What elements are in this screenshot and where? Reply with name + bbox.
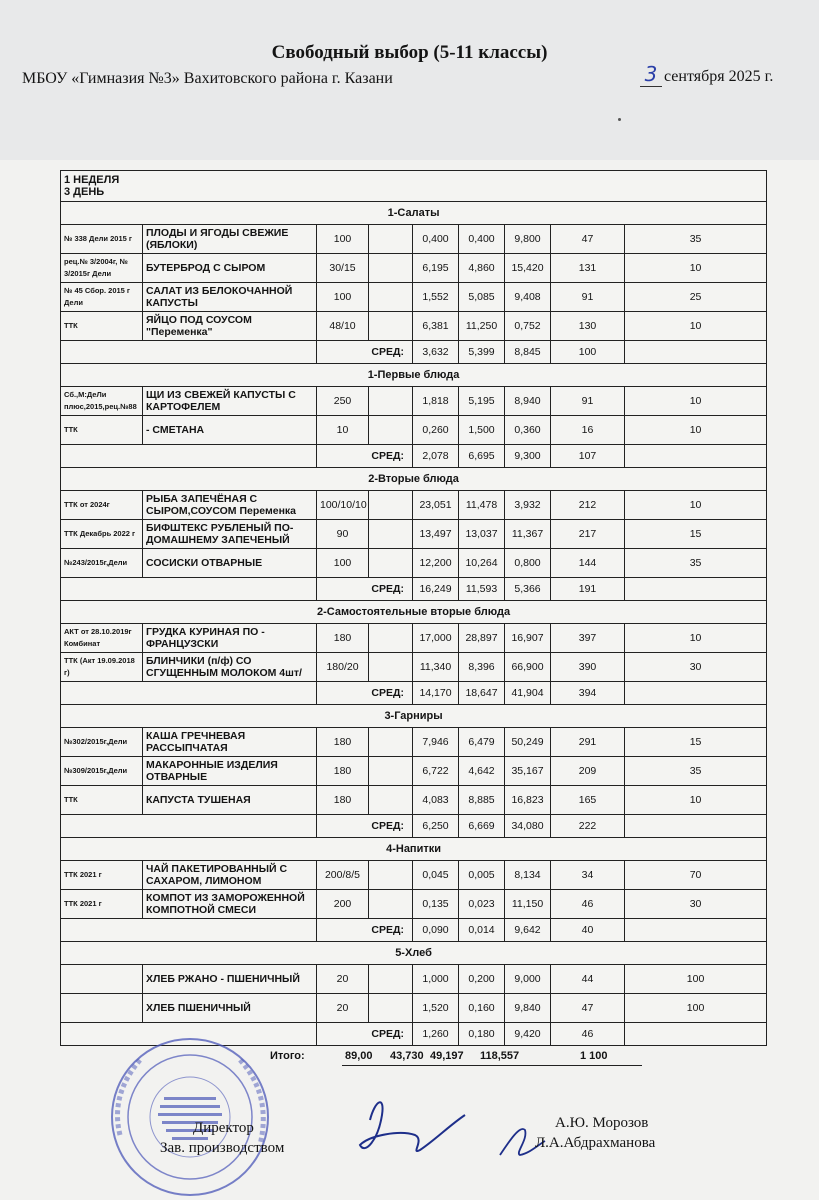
director-name: А.Ю. Морозов xyxy=(555,1115,649,1131)
kcal: 47 xyxy=(551,994,625,1023)
recipe-ref: Сб.,М:ДеЛи плюс,2015,рец.№88 xyxy=(61,387,143,416)
price: 30 xyxy=(625,653,767,682)
recipe-ref: №309/2015г,Дели xyxy=(61,757,143,786)
recipe-ref: рец.№ 3/2004г, № 3/2015г Дели xyxy=(61,254,143,283)
dish-name: ЯЙЦО ПОД СОУСОМ "Переменка" xyxy=(143,312,317,341)
kcal: 34 xyxy=(551,861,625,890)
table-row xyxy=(61,728,767,757)
dish-name: БЛИНЧИКИ (п/ф) СО СГУЩЕННЫМ МОЛОКОМ 4шт/ xyxy=(143,653,317,682)
portion: 30/15 xyxy=(317,254,369,283)
avg-fat: 5,399 xyxy=(459,341,505,364)
paper-speck xyxy=(618,118,621,121)
avg-label: СРЕД: xyxy=(317,578,413,601)
carbs: 11,150 xyxy=(505,890,551,919)
avg-protein: 16,249 xyxy=(413,578,459,601)
avg-kcal: 394 xyxy=(551,682,625,705)
avg-fat: 0,014 xyxy=(459,919,505,942)
table-row xyxy=(61,965,767,994)
section-title: 4-Напитки xyxy=(61,838,767,861)
portion: 200/8/5 xyxy=(317,861,369,890)
avg-blank-end xyxy=(625,578,767,601)
dish-name: ХЛЕБ РЖАНО - ПШЕНИЧНЫЙ xyxy=(143,965,317,994)
avg-fat: 11,593 xyxy=(459,578,505,601)
protein: 0,260 xyxy=(413,416,459,445)
protein: 17,000 xyxy=(413,624,459,653)
protein: 12,200 xyxy=(413,549,459,578)
kcal: 390 xyxy=(551,653,625,682)
price: 10 xyxy=(625,387,767,416)
recipe-ref: ТТК 2021 г xyxy=(61,890,143,919)
table-row xyxy=(61,653,767,682)
fat: 1,500 xyxy=(459,416,505,445)
protein: 0,045 xyxy=(413,861,459,890)
avg-blank-end xyxy=(625,445,767,468)
price: 10 xyxy=(625,491,767,520)
protein: 0,135 xyxy=(413,890,459,919)
protein: 1,000 xyxy=(413,965,459,994)
avg-label: СРЕД: xyxy=(317,682,413,705)
fat: 0,200 xyxy=(459,965,505,994)
section-title: 1-Салаты xyxy=(61,202,767,225)
table-row xyxy=(61,861,767,890)
portion: 250 xyxy=(317,387,369,416)
carbs: 11,367 xyxy=(505,520,551,549)
price-cell xyxy=(369,786,413,815)
fat: 13,037 xyxy=(459,520,505,549)
section-header xyxy=(61,202,767,225)
price-cell xyxy=(369,254,413,283)
section-title: 3-Гарниры xyxy=(61,705,767,728)
avg-label: СРЕД: xyxy=(317,445,413,468)
avg-blank xyxy=(61,341,317,364)
avg-protein: 3,632 xyxy=(413,341,459,364)
portion: 100 xyxy=(317,283,369,312)
kcal: 212 xyxy=(551,491,625,520)
dish-name: - СМЕТАНА xyxy=(143,416,317,445)
table-row xyxy=(61,225,767,254)
organization-seal xyxy=(100,1035,280,1200)
recipe-ref: ТТК Декабрь 2022 г xyxy=(61,520,143,549)
section-header xyxy=(61,705,767,728)
protein: 6,722 xyxy=(413,757,459,786)
avg-carbs: 9,642 xyxy=(505,919,551,942)
carbs: 3,932 xyxy=(505,491,551,520)
avg-label: СРЕД: xyxy=(317,815,413,838)
protein: 1,520 xyxy=(413,994,459,1023)
week-label: 1 НЕДЕЛЯ xyxy=(64,174,120,186)
avg-kcal: 222 xyxy=(551,815,625,838)
table-row xyxy=(61,387,767,416)
portion: 180/20 xyxy=(317,653,369,682)
dish-name: МАКАРОННЫЕ ИЗДЕЛИЯ ОТВАРНЫЕ xyxy=(143,757,317,786)
portion: 48/10 xyxy=(317,312,369,341)
dish-name: КАПУСТА ТУШЕНАЯ xyxy=(143,786,317,815)
portion: 10 xyxy=(317,416,369,445)
carbs: 9,408 xyxy=(505,283,551,312)
price-cell xyxy=(369,416,413,445)
avg-label: СРЕД: xyxy=(317,919,413,942)
production-role: Зав. производством xyxy=(160,1140,285,1156)
section-header xyxy=(61,364,767,387)
menu-table xyxy=(60,170,767,1046)
avg-label: СРЕД: xyxy=(317,341,413,364)
carbs: 50,249 xyxy=(505,728,551,757)
carbs: 0,360 xyxy=(505,416,551,445)
carbs: 16,823 xyxy=(505,786,551,815)
avg-protein: 2,078 xyxy=(413,445,459,468)
avg-carbs: 34,080 xyxy=(505,815,551,838)
price-cell xyxy=(369,653,413,682)
average-row xyxy=(61,815,767,838)
price: 25 xyxy=(625,283,767,312)
kcal: 217 xyxy=(551,520,625,549)
kcal: 44 xyxy=(551,965,625,994)
price-cell xyxy=(369,283,413,312)
price-cell xyxy=(369,225,413,254)
avg-blank xyxy=(61,919,317,942)
price: 10 xyxy=(625,786,767,815)
director-signature xyxy=(340,1080,480,1170)
protein: 1,818 xyxy=(413,387,459,416)
carbs: 16,907 xyxy=(505,624,551,653)
section-header xyxy=(61,838,767,861)
protein: 4,083 xyxy=(413,786,459,815)
price-cell xyxy=(369,965,413,994)
dish-name: ЧАЙ ПАКЕТИРОВАННЫЙ С САХАРОМ, ЛИМОНОМ xyxy=(143,861,317,890)
fat: 5,085 xyxy=(459,283,505,312)
price: 35 xyxy=(625,757,767,786)
date-day: 3 xyxy=(640,62,662,87)
protein: 6,195 xyxy=(413,254,459,283)
portion: 20 xyxy=(317,965,369,994)
price: 10 xyxy=(625,254,767,283)
portion: 180 xyxy=(317,757,369,786)
table-row xyxy=(61,491,767,520)
table-row xyxy=(61,757,767,786)
dish-name: КОМПОТ ИЗ ЗАМОРОЖЕННОЙ КОМПОТНОЙ СМЕСИ xyxy=(143,890,317,919)
portion: 180 xyxy=(317,728,369,757)
price: 15 xyxy=(625,520,767,549)
total-label: Итого: xyxy=(270,1050,305,1062)
portion: 100 xyxy=(317,549,369,578)
dish-name: САЛАТ ИЗ БЕЛОКОЧАННОЙ КАПУСТЫ xyxy=(143,283,317,312)
kcal: 46 xyxy=(551,890,625,919)
protein: 23,051 xyxy=(413,491,459,520)
carbs: 8,134 xyxy=(505,861,551,890)
fat: 0,400 xyxy=(459,225,505,254)
protein: 11,340 xyxy=(413,653,459,682)
average-row xyxy=(61,578,767,601)
price-cell xyxy=(369,861,413,890)
fat: 11,478 xyxy=(459,491,505,520)
carbs: 15,420 xyxy=(505,254,551,283)
recipe-ref: №302/2015г,Дели xyxy=(61,728,143,757)
kcal: 131 xyxy=(551,254,625,283)
avg-blank xyxy=(61,445,317,468)
recipe-ref: ТТК xyxy=(61,312,143,341)
school-name: МБОУ «Гимназия №3» Вахитовского района г. Казани xyxy=(22,70,393,87)
kcal: 144 xyxy=(551,549,625,578)
fat: 0,160 xyxy=(459,994,505,1023)
dish-name: БУТЕРБРОД С СЫРОМ xyxy=(143,254,317,283)
total-fat: 49,197 xyxy=(430,1050,464,1062)
protein: 13,497 xyxy=(413,520,459,549)
avg-kcal: 100 xyxy=(551,341,625,364)
kcal: 91 xyxy=(551,387,625,416)
kcal: 397 xyxy=(551,624,625,653)
protein: 1,552 xyxy=(413,283,459,312)
price-cell xyxy=(369,994,413,1023)
dish-name: БИФШТЕКС РУБЛЕНЫЙ ПО-ДОМАШНЕМУ ЗАПЕЧЕНЫЙ xyxy=(143,520,317,549)
day-label: 3 ДЕНЬ xyxy=(64,186,105,198)
price-cell xyxy=(369,728,413,757)
table-row xyxy=(61,254,767,283)
avg-blank-end xyxy=(625,682,767,705)
price-cell xyxy=(369,520,413,549)
fat: 8,885 xyxy=(459,786,505,815)
price-cell xyxy=(369,387,413,416)
carbs: 0,752 xyxy=(505,312,551,341)
avg-carbs: 9,420 xyxy=(505,1023,551,1046)
recipe-ref: №243/2015г,Дели xyxy=(61,549,143,578)
avg-carbs: 5,366 xyxy=(505,578,551,601)
director-role: Директор xyxy=(193,1120,254,1136)
portion: 180 xyxy=(317,624,369,653)
avg-kcal: 46 xyxy=(551,1023,625,1046)
kcal: 47 xyxy=(551,225,625,254)
avg-blank-end xyxy=(625,919,767,942)
fat: 4,860 xyxy=(459,254,505,283)
price: 100 xyxy=(625,994,767,1023)
price-cell xyxy=(369,890,413,919)
section-title: 2-Самостоятельные вторые блюда xyxy=(61,601,767,624)
avg-blank xyxy=(61,815,317,838)
price: 70 xyxy=(625,861,767,890)
avg-blank-end xyxy=(625,815,767,838)
price: 15 xyxy=(625,728,767,757)
portion: 100/10/10 xyxy=(317,491,369,520)
table-row xyxy=(61,520,767,549)
total-underline xyxy=(342,1065,642,1066)
price: 100 xyxy=(625,965,767,994)
carbs: 0,800 xyxy=(505,549,551,578)
avg-protein: 1,260 xyxy=(413,1023,459,1046)
protein: 0,400 xyxy=(413,225,459,254)
fat: 0,023 xyxy=(459,890,505,919)
price: 35 xyxy=(625,549,767,578)
total-protein: 43,730 xyxy=(390,1050,424,1062)
price-cell xyxy=(369,312,413,341)
average-row xyxy=(61,682,767,705)
section-header xyxy=(61,942,767,965)
dish-name: ГРУДКА КУРИНАЯ ПО - ФРАНЦУЗСКИ xyxy=(143,624,317,653)
average-row xyxy=(61,341,767,364)
price: 10 xyxy=(625,312,767,341)
average-row xyxy=(61,919,767,942)
table-row xyxy=(61,416,767,445)
recipe-ref: ТТК от 2024г xyxy=(61,491,143,520)
avg-kcal: 40 xyxy=(551,919,625,942)
dish-name: ХЛЕБ ПШЕНИЧНЫЙ xyxy=(143,994,317,1023)
section-title: 2-Вторые блюда xyxy=(61,468,767,491)
carbs: 9,800 xyxy=(505,225,551,254)
fat: 28,897 xyxy=(459,624,505,653)
price: 10 xyxy=(625,624,767,653)
dish-name: ЩИ ИЗ СВЕЖЕЙ КАПУСТЫ С КАРТОФЕЛЕМ xyxy=(143,387,317,416)
table-row xyxy=(61,312,767,341)
page-title: Свободный выбор (5-11 классы) xyxy=(271,42,548,63)
carbs: 9,840 xyxy=(505,994,551,1023)
kcal: 165 xyxy=(551,786,625,815)
section-title: 5-Хлеб xyxy=(61,942,767,965)
avg-blank-end xyxy=(625,341,767,364)
avg-carbs: 41,904 xyxy=(505,682,551,705)
recipe-ref: ТТК xyxy=(61,416,143,445)
recipe-ref: ТТК (Акт 19.09.2018 г) xyxy=(61,653,143,682)
avg-label: СРЕД: xyxy=(317,1023,413,1046)
price: 30 xyxy=(625,890,767,919)
dish-name: РЫБА ЗАПЕЧЁНАЯ С СЫРОМ,СОУСОМ Переменка xyxy=(143,491,317,520)
avg-protein: 0,090 xyxy=(413,919,459,942)
section-title: 1-Первые блюда xyxy=(61,364,767,387)
protein: 7,946 xyxy=(413,728,459,757)
carbs: 66,900 xyxy=(505,653,551,682)
avg-fat: 18,647 xyxy=(459,682,505,705)
carbs: 8,940 xyxy=(505,387,551,416)
avg-carbs: 9,300 xyxy=(505,445,551,468)
avg-protein: 14,170 xyxy=(413,682,459,705)
avg-protein: 6,250 xyxy=(413,815,459,838)
recipe-ref xyxy=(61,994,143,1023)
total-price: 89,00 xyxy=(345,1050,373,1062)
avg-fat: 6,695 xyxy=(459,445,505,468)
recipe-ref: № 338 Дели 2015 г xyxy=(61,225,143,254)
price: 35 xyxy=(625,225,767,254)
portion: 100 xyxy=(317,225,369,254)
section-header xyxy=(61,468,767,491)
fat: 4,642 xyxy=(459,757,505,786)
average-row xyxy=(61,445,767,468)
kcal: 130 xyxy=(551,312,625,341)
kcal: 91 xyxy=(551,283,625,312)
recipe-ref: ТТК 2021 г xyxy=(61,861,143,890)
avg-blank xyxy=(61,682,317,705)
table-row xyxy=(61,890,767,919)
carbs: 9,000 xyxy=(505,965,551,994)
total-carbs: 118,557 xyxy=(480,1050,520,1062)
avg-fat: 0,180 xyxy=(459,1023,505,1046)
recipe-ref: ТТК xyxy=(61,786,143,815)
total-kcal: 1 100 xyxy=(580,1050,608,1062)
document-date xyxy=(640,62,773,87)
avg-kcal: 191 xyxy=(551,578,625,601)
recipe-ref xyxy=(61,965,143,994)
avg-blank xyxy=(61,578,317,601)
fat: 6,479 xyxy=(459,728,505,757)
date-month-year: сентября 2025 г. xyxy=(664,68,774,85)
dish-name: КАША ГРЕЧНЕВАЯ РАССЫПЧАТАЯ xyxy=(143,728,317,757)
fat: 5,195 xyxy=(459,387,505,416)
fat: 11,250 xyxy=(459,312,505,341)
section-header xyxy=(61,601,767,624)
kcal: 291 xyxy=(551,728,625,757)
recipe-ref: АКТ от 28.10.2019г Комбинат xyxy=(61,624,143,653)
table-row xyxy=(61,283,767,312)
avg-kcal: 107 xyxy=(551,445,625,468)
avg-blank-end xyxy=(625,1023,767,1046)
fat: 10,264 xyxy=(459,549,505,578)
avg-fat: 6,669 xyxy=(459,815,505,838)
fat: 0,005 xyxy=(459,861,505,890)
table-row xyxy=(61,994,767,1023)
table-row xyxy=(61,786,767,815)
avg-carbs: 8,845 xyxy=(505,341,551,364)
kcal: 16 xyxy=(551,416,625,445)
price: 10 xyxy=(625,416,767,445)
price-cell xyxy=(369,549,413,578)
price-cell xyxy=(369,491,413,520)
table-row xyxy=(61,624,767,653)
week-day-cell xyxy=(61,171,767,202)
table-row xyxy=(61,549,767,578)
carbs: 35,167 xyxy=(505,757,551,786)
production-name: Л.А.Абдрахманова xyxy=(535,1135,656,1151)
portion: 200 xyxy=(317,890,369,919)
portion: 90 xyxy=(317,520,369,549)
fat: 8,396 xyxy=(459,653,505,682)
portion: 20 xyxy=(317,994,369,1023)
week-day-header xyxy=(61,171,767,202)
protein: 6,381 xyxy=(413,312,459,341)
recipe-ref: № 45 Сбор. 2015 г Дели xyxy=(61,283,143,312)
price-cell xyxy=(369,624,413,653)
dish-name: СОСИСКИ ОТВАРНЫЕ xyxy=(143,549,317,578)
kcal: 209 xyxy=(551,757,625,786)
price-cell xyxy=(369,757,413,786)
portion: 180 xyxy=(317,786,369,815)
dish-name: ПЛОДЫ И ЯГОДЫ СВЕЖИЕ (ЯБЛОКИ) xyxy=(143,225,317,254)
